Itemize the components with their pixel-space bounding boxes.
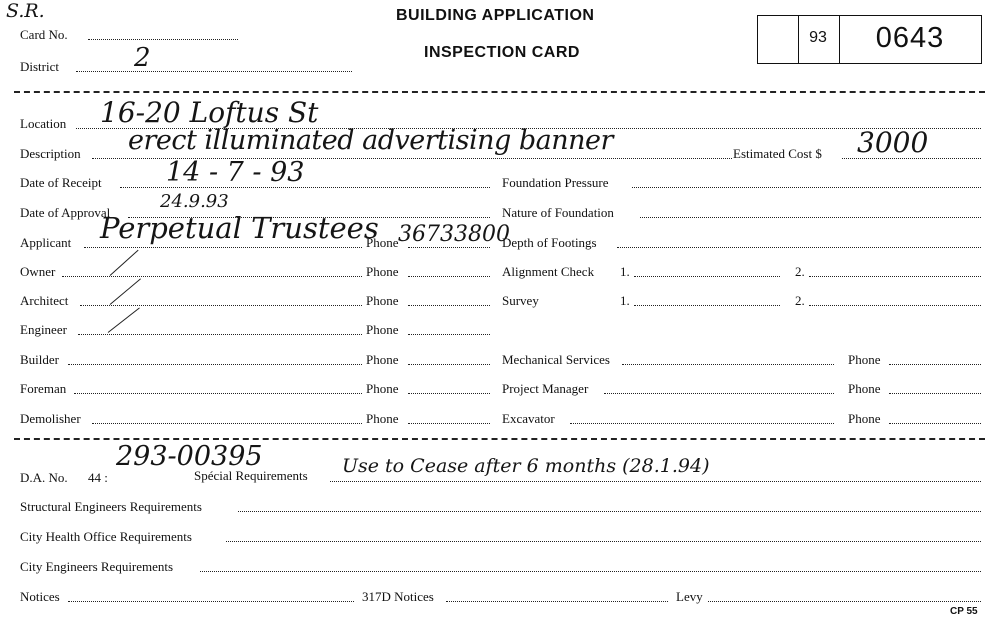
mechanical-services-label: Mechanical Services	[502, 352, 610, 367]
builder-label: Builder	[20, 352, 59, 367]
foreman-label: Foreman	[20, 381, 67, 396]
mechanical-phone-line	[889, 364, 981, 365]
depth-footings-line	[617, 247, 981, 248]
special-requirements-value: Use to Cease after 6 months (28.1.94)	[342, 455, 710, 477]
excavator-phone-line	[889, 423, 981, 424]
card-number-box	[839, 15, 982, 64]
owner-nil-mark	[110, 250, 139, 276]
applicant-line	[84, 247, 362, 248]
district-label: District	[20, 59, 59, 74]
project-manager-label: Project Manager	[502, 381, 589, 396]
project-manager-phone-label: Phone	[848, 381, 881, 396]
location-value: 16-20 Loftus St	[100, 96, 319, 129]
builder-phone-line	[408, 364, 490, 365]
card-year-code: 93	[809, 29, 827, 46]
architect-line	[80, 305, 362, 306]
description-label: Description	[20, 146, 81, 161]
card-year-box	[797, 15, 840, 64]
architect-phone-label: Phone	[366, 293, 399, 308]
estimated-cost-label: Estimated Cost $	[733, 146, 822, 161]
section-divider-top	[14, 91, 985, 93]
alignment-check-num1: 1.	[620, 264, 630, 279]
alignment-check-num2: 2.	[795, 264, 805, 279]
applicant-phone-label: Phone	[366, 235, 399, 250]
foreman-phone-label: Phone	[366, 381, 399, 396]
structural-engineers-label: Structural Engineers Requirements	[20, 499, 202, 514]
date-receipt-value: 14 - 7 - 93	[166, 157, 305, 188]
project-manager-phone-line	[889, 393, 981, 394]
engineer-phone-label: Phone	[366, 322, 399, 337]
depth-footings-label: Depth of Footings	[502, 235, 597, 250]
builder-phone-label: Phone	[366, 352, 399, 367]
section-divider-bottom	[14, 438, 985, 440]
nature-foundation-line	[640, 217, 981, 218]
corner-note: S.R.	[6, 0, 45, 22]
owner-phone-line	[408, 276, 490, 277]
city-health-line	[226, 541, 981, 542]
applicant-value: Perpetual Trustees	[100, 211, 379, 245]
demolisher-phone-line	[408, 423, 490, 424]
architect-phone-line	[408, 305, 490, 306]
applicant-phone-value: 36733800	[398, 222, 510, 247]
da-number-value: 293-00395	[116, 441, 263, 472]
engineer-phone-line	[408, 334, 490, 335]
builder-line	[68, 364, 362, 365]
architect-nil-mark	[110, 278, 141, 304]
architect-label: Architect	[20, 293, 69, 308]
da-prefix: 44 :	[88, 470, 108, 485]
form-title-line2: INSPECTION CARD	[424, 44, 580, 61]
notices-317d-line	[446, 601, 668, 602]
owner-phone-label: Phone	[366, 264, 399, 279]
survey-num2: 2.	[795, 293, 805, 308]
engineer-nil-mark	[108, 307, 140, 332]
notices-label: Notices	[20, 589, 60, 604]
owner-label: Owner	[20, 264, 56, 279]
district-line	[76, 71, 352, 72]
foreman-phone-line	[408, 393, 490, 394]
special-requirements-line	[330, 481, 981, 482]
foreman-line	[74, 393, 362, 394]
da-no-label: D.A. No.	[20, 470, 68, 485]
demolisher-label: Demolisher	[20, 411, 81, 426]
description-value: erect illuminated advertising banner	[128, 125, 613, 156]
location-label: Location	[20, 116, 67, 131]
project-manager-line	[604, 393, 834, 394]
demolisher-phone-label: Phone	[366, 411, 399, 426]
notices-line	[68, 601, 354, 602]
structural-engineers-line	[238, 511, 981, 512]
nature-foundation-label: Nature of Foundation	[502, 205, 614, 220]
survey-num1: 1.	[620, 293, 630, 308]
alignment-check-line2	[809, 276, 981, 277]
engineer-label: Engineer	[20, 322, 67, 337]
city-engineers-line	[200, 571, 981, 572]
levy-label: Levy	[676, 589, 703, 604]
card-number-box-blank	[757, 15, 799, 64]
survey-line1	[634, 305, 780, 306]
date-approval-label: Date of Approval	[20, 205, 111, 220]
engineer-line	[78, 334, 362, 335]
date-receipt-label: Date of Receipt	[20, 175, 102, 190]
card-no-label: Card No.	[20, 27, 68, 42]
form-title-line1: BUILDING APPLICATION	[396, 7, 595, 24]
date-approval-value: 24.9.93	[160, 191, 229, 212]
excavator-phone-label: Phone	[848, 411, 881, 426]
card-no-line	[88, 39, 238, 40]
special-requirements-label: Spécial Requirements	[194, 468, 308, 483]
city-health-label: City Health Office Requirements	[20, 529, 192, 544]
survey-line2	[809, 305, 981, 306]
applicant-label: Applicant	[20, 235, 72, 250]
excavator-line	[570, 423, 834, 424]
notices-317d-label: 317D Notices	[362, 589, 434, 604]
form-code: CP 55	[950, 606, 978, 617]
foundation-pressure-label: Foundation Pressure	[502, 175, 609, 190]
owner-line	[62, 276, 362, 277]
estimated-cost-value: 3000	[857, 126, 929, 159]
levy-line	[708, 601, 981, 602]
alignment-check-label: Alignment Check	[502, 264, 595, 279]
mechanical-services-line	[622, 364, 834, 365]
applicant-phone-line	[408, 247, 490, 248]
mechanical-phone-label: Phone	[848, 352, 881, 367]
district-value: 2	[134, 43, 151, 73]
city-engineers-label: City Engineers Requirements	[20, 559, 174, 574]
survey-label: Survey	[502, 293, 539, 308]
excavator-label: Excavator	[502, 411, 555, 426]
alignment-check-line1	[634, 276, 780, 277]
foundation-pressure-line	[632, 187, 981, 188]
card-number: 0643	[875, 22, 945, 54]
demolisher-line	[92, 423, 362, 424]
